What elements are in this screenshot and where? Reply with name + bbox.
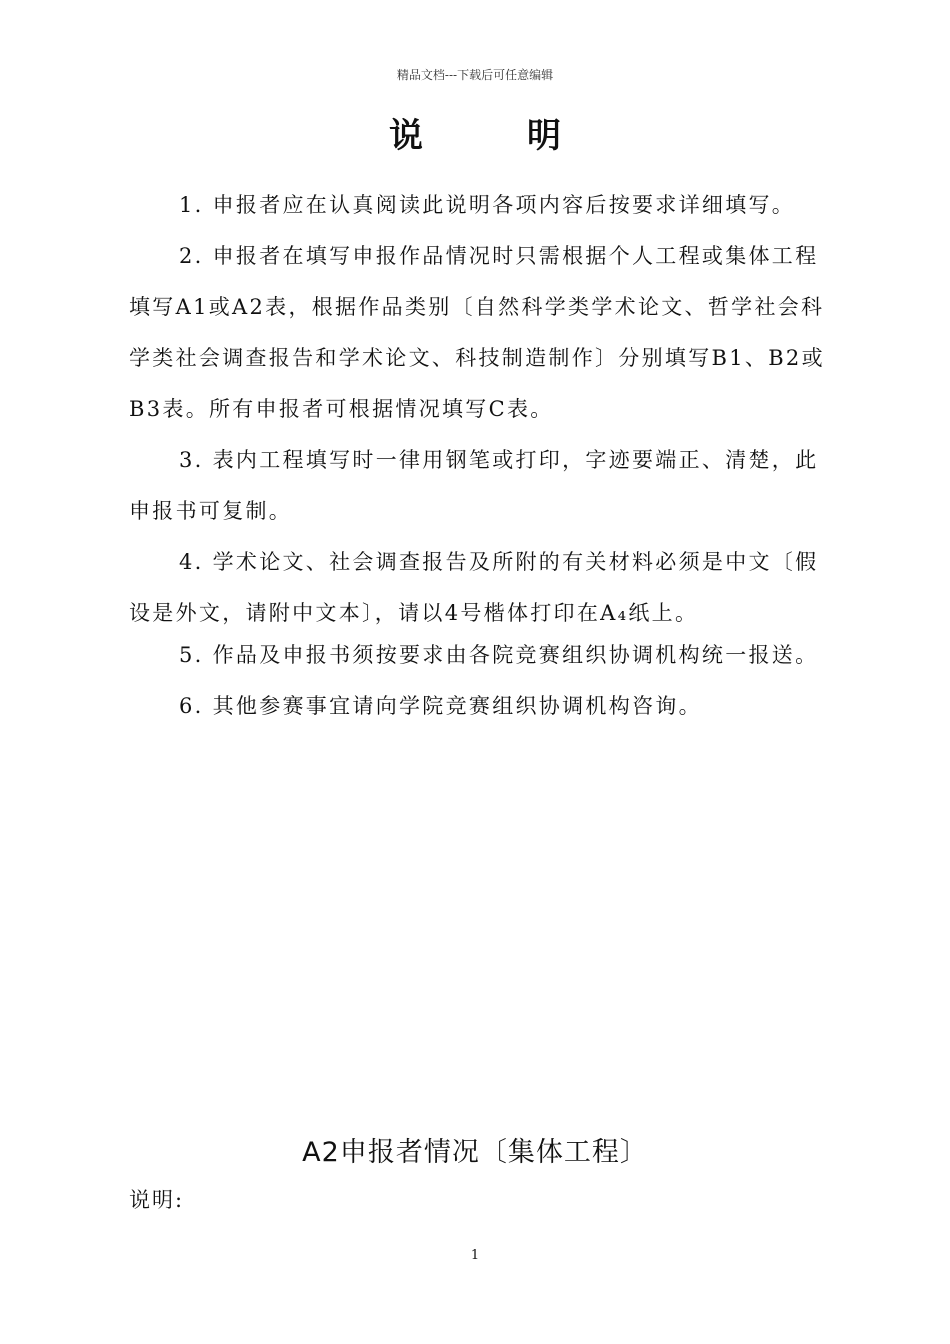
instruction-paragraph-2: 2. 申报者在填写申报作品情况时只需根据个人工程或集体工程填写A1或A2表，根据作品类别〔自然科学类学术论文、哲学社会科学类社会调查报告和学术论文、科技制造制作〕分别填写B1、B2或B3表。所有申报者可根据情况填写C表。 bbox=[129, 244, 825, 421]
section-title: A2申报者情况〔集体工程〕 bbox=[302, 1137, 648, 1168]
instruction-paragraph-4: 4. 学术论文、社会调查报告及所附的有关材料必须是中文〔假设是外文，请附中文本〕，请以4号楷体打印在A₄纸上。 bbox=[129, 550, 819, 625]
instruction-paragraph-6: 6. 其他参赛事宜请向学院竞赛组织协调机构咨询。 bbox=[179, 694, 702, 718]
instruction-paragraph-3: 3. 表内工程填写时一律用钢笔或打印，字迹要端正、清楚，此申报书可复制。 bbox=[129, 448, 819, 523]
instruction-paragraph-5: 5. 作品及申报书须按要求由各院竞赛组织协调机构统一报送。 bbox=[179, 643, 819, 667]
header-note: 精品文档---下载后可任意编辑 bbox=[396, 68, 554, 82]
instruction-paragraph-1: 1. 申报者应在认真阅读此说明各项内容后按要求详细填写。 bbox=[179, 193, 796, 217]
page-number: 1 bbox=[470, 1248, 480, 1263]
page-title: 说明 bbox=[389, 116, 665, 156]
section-note: 说明: bbox=[129, 1188, 185, 1212]
